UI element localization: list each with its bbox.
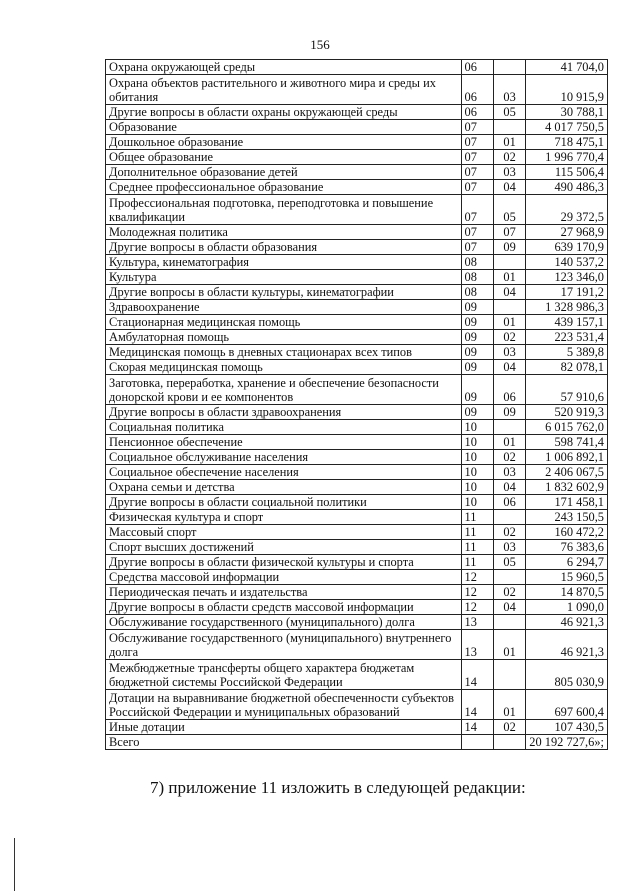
- row-amount: 107 430,5: [526, 720, 608, 735]
- table-row: [106, 165, 608, 180]
- row-name: Всего: [106, 735, 462, 750]
- row-section-code: 09: [461, 315, 493, 330]
- row-section-code: 09: [461, 330, 493, 345]
- row-section-code: 06: [461, 75, 493, 105]
- row-subsection-code: 04: [493, 360, 525, 375]
- row-subsection-code: 05: [493, 195, 525, 225]
- row-amount: 15 960,5: [526, 570, 608, 585]
- row-name: Стационарная медицинская помощь: [106, 315, 462, 330]
- row-subsection-code: 03: [493, 75, 525, 105]
- budget-table: [105, 59, 608, 750]
- row-amount: 29 372,5: [526, 195, 608, 225]
- row-amount: 57 910,6: [526, 375, 608, 405]
- row-name: Медицинская помощь в дневных стационарах всех типов: [106, 345, 462, 360]
- row-amount: 27 968,9: [526, 225, 608, 240]
- row-section-code: 12: [461, 570, 493, 585]
- table-row: [106, 405, 608, 420]
- row-subsection-code: [493, 255, 525, 270]
- row-section-code: [461, 735, 493, 750]
- row-section-code: 07: [461, 225, 493, 240]
- table-row: [106, 300, 608, 315]
- row-amount: 46 921,3: [526, 630, 608, 660]
- row-amount: 41 704,0: [526, 60, 608, 75]
- row-name: Общее образование: [106, 150, 462, 165]
- row-name: Другие вопросы в области образования: [106, 240, 462, 255]
- row-subsection-code: 02: [493, 525, 525, 540]
- row-subsection-code: [493, 660, 525, 690]
- row-amount: 82 078,1: [526, 360, 608, 375]
- row-section-code: 09: [461, 375, 493, 405]
- row-section-code: 11: [461, 555, 493, 570]
- page-number: 156: [310, 37, 330, 52]
- table-row: [106, 435, 608, 450]
- row-name: Культура: [106, 270, 462, 285]
- row-section-code: 14: [461, 690, 493, 720]
- table-row: [106, 315, 608, 330]
- row-subsection-code: 09: [493, 240, 525, 255]
- row-name: Иные дотации: [106, 720, 462, 735]
- row-name: Межбюджетные трансферты общего характера бюджетам бюджетной системы Российской Федерации: [106, 660, 462, 690]
- row-amount: 1 328 986,3: [526, 300, 608, 315]
- row-section-code: 12: [461, 600, 493, 615]
- row-name: Дотации на выравнивание бюджетной обеспеченности субъектов Российской Федерации и муниципальных образований: [106, 690, 462, 720]
- row-subsection-code: 03: [493, 465, 525, 480]
- row-section-code: 06: [461, 60, 493, 75]
- row-amount: 115 506,4: [526, 165, 608, 180]
- row-subsection-code: 01: [493, 315, 525, 330]
- row-amount: 140 537,2: [526, 255, 608, 270]
- row-amount: 805 030,9: [526, 660, 608, 690]
- row-amount: 171 458,1: [526, 495, 608, 510]
- row-subsection-code: 01: [493, 270, 525, 285]
- row-amount: 160 472,2: [526, 525, 608, 540]
- row-name: Другие вопросы в области здравоохранения: [106, 405, 462, 420]
- row-subsection-code: 05: [493, 105, 525, 120]
- row-amount: 1 090,0: [526, 600, 608, 615]
- row-subsection-code: 03: [493, 165, 525, 180]
- table-row: [106, 105, 608, 120]
- table-row: [106, 270, 608, 285]
- row-subsection-code: 02: [493, 150, 525, 165]
- row-subsection-code: 02: [493, 720, 525, 735]
- row-name: Амбулаторная помощь: [106, 330, 462, 345]
- row-section-code: 14: [461, 720, 493, 735]
- row-amount: 243 150,5: [526, 510, 608, 525]
- row-amount: 697 600,4: [526, 690, 608, 720]
- row-name: Социальное обслуживание населения: [106, 450, 462, 465]
- row-name: Социальная политика: [106, 420, 462, 435]
- row-section-code: 14: [461, 660, 493, 690]
- row-section-code: 12: [461, 585, 493, 600]
- table-row: [106, 735, 608, 750]
- row-amount: 10 915,9: [526, 75, 608, 105]
- row-amount: 6 294,7: [526, 555, 608, 570]
- table-row: [106, 330, 608, 345]
- row-subsection-code: 02: [493, 585, 525, 600]
- row-subsection-code: 06: [493, 375, 525, 405]
- table-row: [106, 720, 608, 735]
- row-subsection-code: 01: [493, 135, 525, 150]
- row-subsection-code: 02: [493, 330, 525, 345]
- table-row: [106, 345, 608, 360]
- row-section-code: 08: [461, 255, 493, 270]
- table-row: [106, 360, 608, 375]
- table-row: [106, 450, 608, 465]
- row-subsection-code: 01: [493, 435, 525, 450]
- row-section-code: 07: [461, 195, 493, 225]
- row-subsection-code: 09: [493, 405, 525, 420]
- row-amount: 17 191,2: [526, 285, 608, 300]
- row-section-code: 07: [461, 135, 493, 150]
- row-subsection-code: [493, 420, 525, 435]
- row-subsection-code: 02: [493, 450, 525, 465]
- row-section-code: 07: [461, 180, 493, 195]
- table-row: [106, 630, 608, 660]
- row-section-code: 09: [461, 300, 493, 315]
- row-amount: 439 157,1: [526, 315, 608, 330]
- row-amount: 123 346,0: [526, 270, 608, 285]
- table-row: [106, 375, 608, 405]
- table-row: [106, 150, 608, 165]
- row-name: Образование: [106, 120, 462, 135]
- row-amount: 20 192 727,6»;: [526, 735, 608, 750]
- row-name: Другие вопросы в области культуры, кинематографии: [106, 285, 462, 300]
- row-name: Другие вопросы в области средств массовой информации: [106, 600, 462, 615]
- table-row: [106, 510, 608, 525]
- row-section-code: 08: [461, 285, 493, 300]
- table-row: [106, 420, 608, 435]
- row-section-code: 07: [461, 240, 493, 255]
- row-subsection-code: 06: [493, 495, 525, 510]
- row-name: Периодическая печать и издательства: [106, 585, 462, 600]
- row-amount: 1 996 770,4: [526, 150, 608, 165]
- row-name: Заготовка, переработка, хранение и обеспечение безопасности донорской крови и ее компонентов: [106, 375, 462, 405]
- row-name: Средства массовой информации: [106, 570, 462, 585]
- row-amount: 639 170,9: [526, 240, 608, 255]
- row-name: Массовый спорт: [106, 525, 462, 540]
- row-name: Другие вопросы в области социальной политики: [106, 495, 462, 510]
- table-row: [106, 180, 608, 195]
- row-name: Среднее профессиональное образование: [106, 180, 462, 195]
- row-name: Пенсионное обеспечение: [106, 435, 462, 450]
- row-name: Культура, кинематография: [106, 255, 462, 270]
- row-name: Другие вопросы в области физической культуры и спорта: [106, 555, 462, 570]
- row-name: Охрана окружающей среды: [106, 60, 462, 75]
- row-amount: 30 788,1: [526, 105, 608, 120]
- budget-table-body: [106, 60, 608, 750]
- table-row: [106, 660, 608, 690]
- footer-text: 7) приложение 11 изложить в следующей редакции:: [150, 778, 526, 797]
- row-amount: 2 406 067,5: [526, 465, 608, 480]
- row-name: Другие вопросы в области охраны окружающей среды: [106, 105, 462, 120]
- row-amount: 1 006 892,1: [526, 450, 608, 465]
- table-row: [106, 585, 608, 600]
- row-section-code: 11: [461, 540, 493, 555]
- table-row: [106, 495, 608, 510]
- row-section-code: 09: [461, 345, 493, 360]
- row-section-code: 13: [461, 615, 493, 630]
- row-subsection-code: 01: [493, 630, 525, 660]
- row-name: Молодежная политика: [106, 225, 462, 240]
- row-amount: 490 486,3: [526, 180, 608, 195]
- table-row: [106, 540, 608, 555]
- row-name: Обслуживание государственного (муниципального) долга: [106, 615, 462, 630]
- table-row: [106, 525, 608, 540]
- row-subsection-code: 04: [493, 285, 525, 300]
- row-subsection-code: [493, 120, 525, 135]
- table-row: [106, 690, 608, 720]
- row-amount: 5 389,8: [526, 345, 608, 360]
- row-name: Спорт высших достижений: [106, 540, 462, 555]
- table-row: [106, 225, 608, 240]
- row-section-code: 10: [461, 495, 493, 510]
- margin-line: [14, 838, 15, 891]
- row-amount: 718 475,1: [526, 135, 608, 150]
- row-subsection-code: 05: [493, 555, 525, 570]
- table-row: [106, 255, 608, 270]
- row-subsection-code: [493, 735, 525, 750]
- row-name: Здравоохранение: [106, 300, 462, 315]
- table-row: [106, 60, 608, 75]
- row-name: Физическая культура и спорт: [106, 510, 462, 525]
- row-name: Дополнительное образование детей: [106, 165, 462, 180]
- row-section-code: 10: [461, 450, 493, 465]
- row-name: Скорая медицинская помощь: [106, 360, 462, 375]
- row-amount: 6 015 762,0: [526, 420, 608, 435]
- row-amount: 223 531,4: [526, 330, 608, 345]
- table-row: [106, 285, 608, 300]
- row-amount: 76 383,6: [526, 540, 608, 555]
- row-section-code: 08: [461, 270, 493, 285]
- row-section-code: 06: [461, 105, 493, 120]
- row-name: Охрана объектов растительного и животного мира и среды их обитания: [106, 75, 462, 105]
- table-row: [106, 615, 608, 630]
- row-amount: 520 919,3: [526, 405, 608, 420]
- row-subsection-code: 03: [493, 540, 525, 555]
- table-row: [106, 555, 608, 570]
- row-subsection-code: 04: [493, 180, 525, 195]
- row-subsection-code: [493, 570, 525, 585]
- table-row: [106, 570, 608, 585]
- table-row: [106, 120, 608, 135]
- row-subsection-code: 04: [493, 600, 525, 615]
- row-subsection-code: 03: [493, 345, 525, 360]
- row-name: Профессиональная подготовка, переподготовка и повышение квалификации: [106, 195, 462, 225]
- table-row: [106, 240, 608, 255]
- table-row: [106, 480, 608, 495]
- row-amount: 1 832 602,9: [526, 480, 608, 495]
- row-section-code: 10: [461, 480, 493, 495]
- row-subsection-code: [493, 510, 525, 525]
- row-subsection-code: 04: [493, 480, 525, 495]
- row-subsection-code: [493, 615, 525, 630]
- row-section-code: 07: [461, 150, 493, 165]
- table-row: [106, 195, 608, 225]
- row-subsection-code: [493, 300, 525, 315]
- row-subsection-code: 01: [493, 690, 525, 720]
- row-name: Охрана семьи и детства: [106, 480, 462, 495]
- row-name: Дошкольное образование: [106, 135, 462, 150]
- row-amount: 46 921,3: [526, 615, 608, 630]
- row-name: Обслуживание государственного (муниципального) внутреннего долга: [106, 630, 462, 660]
- row-section-code: 07: [461, 120, 493, 135]
- row-amount: 14 870,5: [526, 585, 608, 600]
- row-section-code: 09: [461, 405, 493, 420]
- row-section-code: 10: [461, 435, 493, 450]
- row-section-code: 10: [461, 465, 493, 480]
- row-subsection-code: [493, 60, 525, 75]
- row-section-code: 13: [461, 630, 493, 660]
- row-section-code: 09: [461, 360, 493, 375]
- row-section-code: 10: [461, 420, 493, 435]
- table-row: [106, 135, 608, 150]
- table-row: [106, 75, 608, 105]
- row-section-code: 07: [461, 165, 493, 180]
- table-row: [106, 465, 608, 480]
- row-subsection-code: 07: [493, 225, 525, 240]
- table-row: [106, 600, 608, 615]
- row-name: Социальное обеспечение населения: [106, 465, 462, 480]
- row-section-code: 11: [461, 525, 493, 540]
- row-amount: 598 741,4: [526, 435, 608, 450]
- row-section-code: 11: [461, 510, 493, 525]
- row-amount: 4 017 750,5: [526, 120, 608, 135]
